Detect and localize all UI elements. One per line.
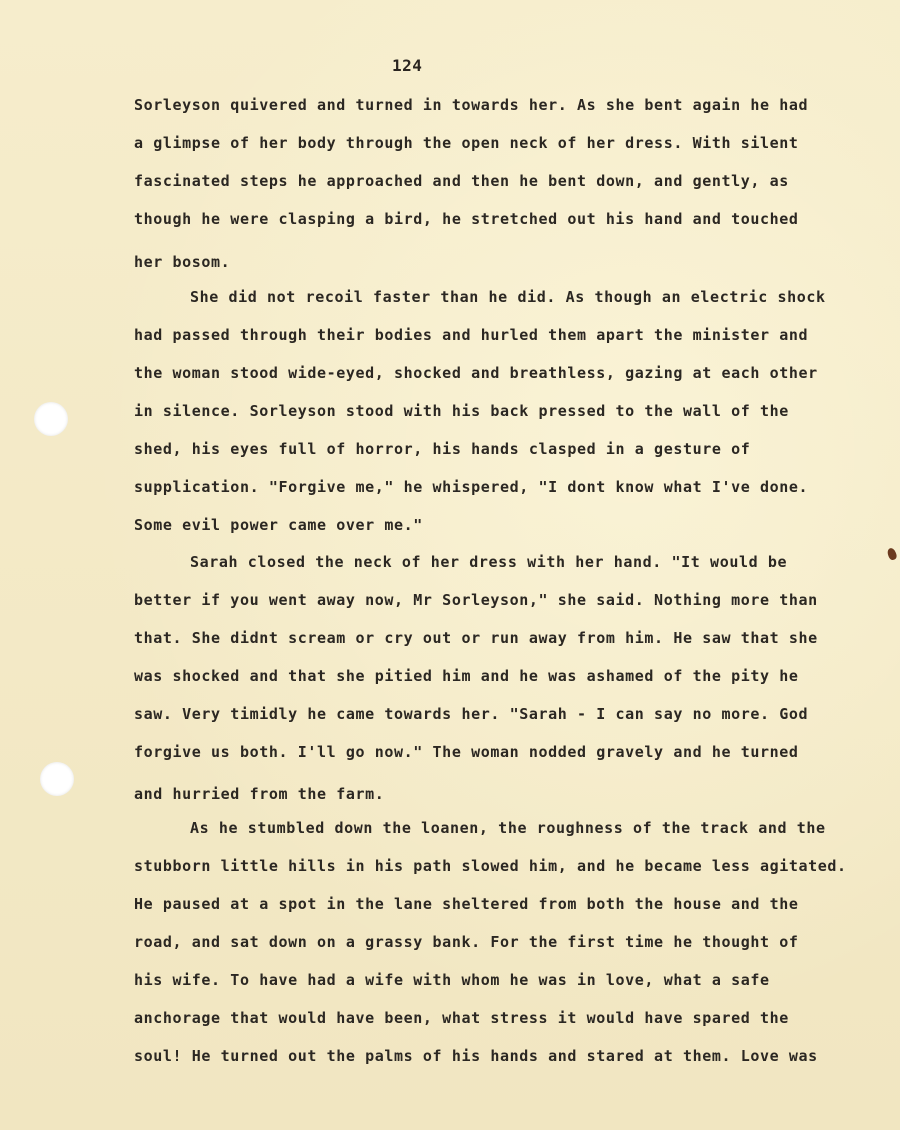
text-line: saw. Very timidly he came towards her. "Sarah - I can say no more. God: [134, 705, 809, 723]
text-line: anchorage that would have been, what stress it would have spared the: [134, 1009, 789, 1027]
text-line: though he were clasping a bird, he stretched out his hand and touched: [134, 210, 799, 228]
ink-mark: [886, 547, 898, 561]
page-number: 124: [392, 56, 423, 75]
text-line: fascinated steps he approached and then he bent down, and gently, as: [134, 172, 789, 190]
text-line: soul! He turned out the palms of his hands and stared at them. Love was: [134, 1047, 818, 1065]
punch-hole: [40, 762, 74, 796]
text-line: that. She didnt scream or cry out or run away from him. He saw that she: [134, 629, 818, 647]
text-line: her bosom.: [134, 253, 231, 271]
text-line: shed, his eyes full of horror, his hands clasped in a gesture of: [134, 440, 751, 458]
text-line: She did not recoil faster than he did. As though an electric shock: [190, 288, 826, 306]
text-line: had passed through their bodies and hurled them apart the minister and: [134, 326, 809, 344]
text-line: He paused at a spot in the lane sheltered from both the house and the: [134, 895, 799, 913]
text-line: better if you went away now, Mr Sorleyson," she said. Nothing more than: [134, 591, 818, 609]
text-line: in silence. Sorleyson stood with his back pressed to the wall of the: [134, 402, 789, 420]
text-line: Sorleyson quivered and turned in towards her. As she bent again he had: [134, 96, 809, 114]
text-line: and hurried from the farm.: [134, 785, 385, 803]
text-line: Some evil power came over me.": [134, 516, 423, 534]
text-line: forgive us both. I'll go now." The woman nodded gravely and he turned: [134, 743, 799, 761]
text-line: the woman stood wide-eyed, shocked and breathless, gazing at each other: [134, 364, 818, 382]
text-line: was shocked and that she pitied him and he was ashamed of the pity he: [134, 667, 799, 685]
text-line: road, and sat down on a grassy bank. For the first time he thought of: [134, 933, 799, 951]
text-line: stubborn little hills in his path slowed him, and he became less agitated.: [134, 857, 847, 875]
text-line: As he stumbled down the loanen, the roughness of the track and the: [190, 819, 826, 837]
text-line: his wife. To have had a wife with whom he was in love, what a safe: [134, 971, 770, 989]
punch-hole: [34, 402, 68, 436]
text-line: supplication. "Forgive me," he whispered, "I dont know what I've done.: [134, 478, 809, 496]
text-line: Sarah closed the neck of her dress with her hand. "It would be: [190, 553, 788, 571]
text-line: a glimpse of her body through the open neck of her dress. With silent: [134, 134, 799, 152]
